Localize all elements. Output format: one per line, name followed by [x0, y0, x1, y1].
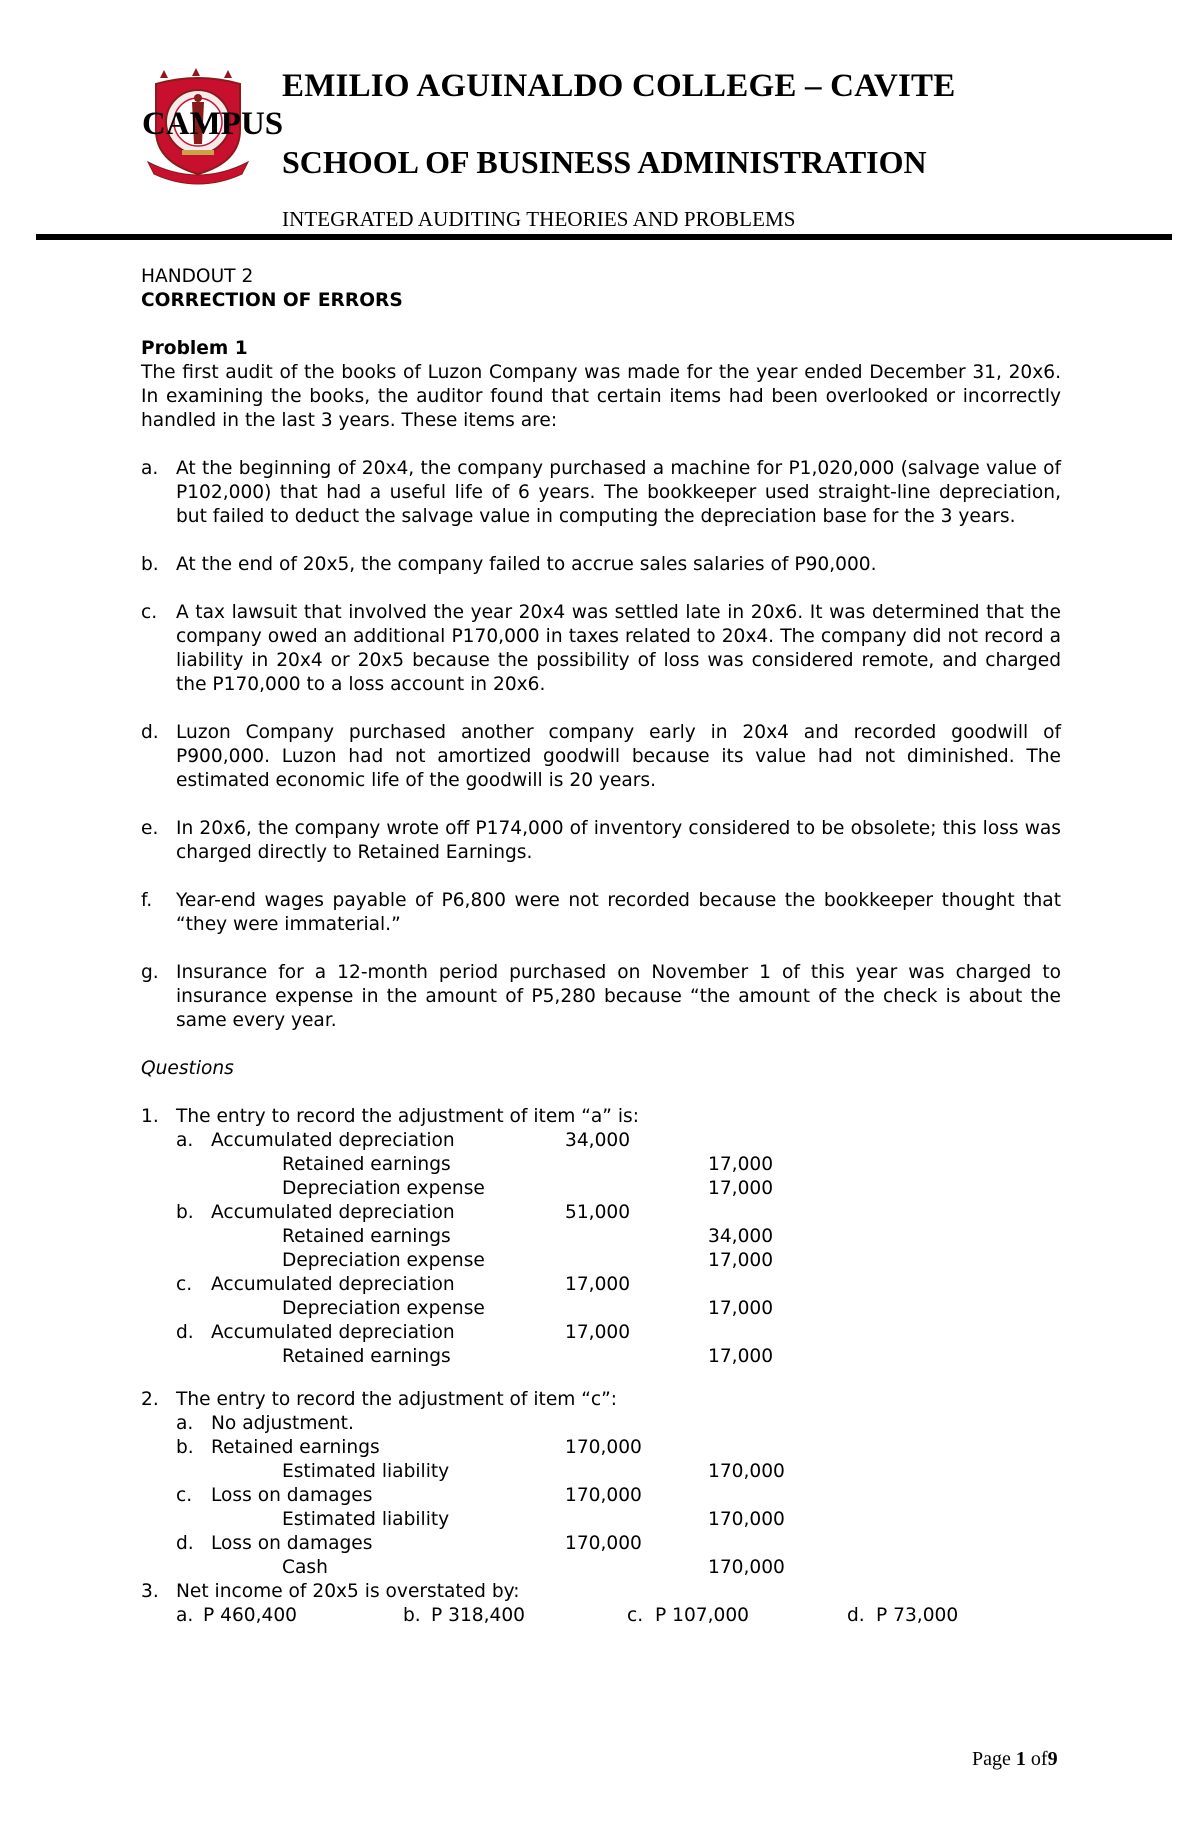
entry-account: Loss on damages: [211, 1485, 373, 1506]
entry-letter: c.: [176, 1485, 193, 1506]
list-item: [141, 961, 1061, 1033]
item-text: In 20x6, the company wrote off P174,000 of inventory considered to be obsolete; this loss was charged directly to Retained Earnings.: [176, 818, 1061, 863]
journal-entry-row: [141, 1249, 1061, 1273]
choice-value: P 460,400: [203, 1605, 298, 1626]
header-divider: [36, 234, 1172, 240]
item-text: At the beginning of 20x4, the company purchased a machine for P1,020,000 (salvage value of P102,000) that had a useful life of 6 years. The bookkeeper used straight-line depreciation, but failed to deduct the salvage value in computing the depreciation base for the 3 years.: [176, 458, 1061, 527]
journal-entry-row: [141, 1460, 1061, 1484]
entry-credit: 170,000: [708, 1557, 785, 1578]
entry-letter: c.: [176, 1274, 193, 1295]
entry-credit: 17,000: [708, 1250, 774, 1271]
page-total: 9: [1047, 1748, 1058, 1770]
entry-letter: a.: [176, 1413, 194, 1434]
entry-account: Depreciation expense: [282, 1250, 485, 1271]
question-1: [141, 1105, 1061, 1129]
journal-entry-row: [141, 1153, 1061, 1177]
questions-heading: Questions: [141, 1058, 234, 1079]
entry-account: Retained earnings: [282, 1346, 451, 1367]
entry-debit: 170,000: [565, 1533, 642, 1554]
question-1-entries: [141, 1129, 1061, 1369]
problem-intro: The first audit of the books of Luzon Company was made for the year ended December 31, 20x6. In examining the books, the auditor found that certain items had been overlooked or incorrectly handled in the last 3 years. These items are:: [141, 362, 1061, 431]
journal-entry-row: [141, 1273, 1061, 1297]
journal-entry-row: [141, 1484, 1061, 1508]
entry-account: Accumulated depreciation: [211, 1202, 455, 1223]
entry-credit: 17,000: [708, 1346, 774, 1367]
choice-value: P 318,400: [431, 1605, 526, 1626]
entry-debit: 17,000: [565, 1322, 631, 1343]
journal-entry-row: [141, 1177, 1061, 1201]
entry-account: No adjustment.: [211, 1413, 354, 1434]
entry-account: Accumulated depreciation: [211, 1274, 455, 1295]
entry-debit: 170,000: [565, 1437, 642, 1458]
entry-credit: 170,000: [708, 1461, 785, 1482]
entry-account: Retained earnings: [282, 1154, 451, 1175]
question-number: 3.: [141, 1581, 159, 1602]
question-text: Net income of 20x5 is overstated by:: [176, 1581, 520, 1602]
entry-credit: 17,000: [708, 1298, 774, 1319]
college-name: EMILIO AGUINALDO COLLEGE – CAVITE: [282, 68, 956, 104]
entry-letter: b.: [176, 1437, 194, 1458]
entry-letter: b.: [176, 1202, 194, 1223]
problem-items-list: [141, 457, 1061, 1033]
item-text: Year-end wages payable of P6,800 were not recorded because the bookkeeper thought that “they were immaterial.”: [176, 890, 1061, 935]
journal-entry-row: [141, 1436, 1061, 1460]
question-number: 2.: [141, 1389, 159, 1410]
entry-account: Depreciation expense: [282, 1298, 485, 1319]
handout-title: CORRECTION OF ERRORS: [141, 290, 403, 311]
page-word: Page: [972, 1748, 1011, 1770]
question-2-entries: [141, 1412, 1061, 1580]
entry-credit: 17,000: [708, 1154, 774, 1175]
question-text: The entry to record the adjustment of item “c”:: [176, 1389, 618, 1410]
item-text: A tax lawsuit that involved the year 20x4 was settled late in 20x6. It was determined that the company owed an additional P170,000 in taxes related to 20x4. The company did not record a liability in 20x4 or 20x5 because the possibility of loss was considered remote, and charged the P170,000 to a loss account in 20x6.: [176, 602, 1061, 695]
school-name: SCHOOL OF BUSINESS ADMINISTRATION: [282, 144, 927, 180]
entry-account: Cash: [282, 1557, 328, 1578]
journal-entry-row: [141, 1321, 1061, 1345]
item-label: a.: [141, 458, 159, 479]
page-current: 1: [1015, 1748, 1026, 1770]
item-text: At the end of 20x5, the company failed to accrue sales salaries of P90,000.: [176, 554, 877, 575]
of-word: of: [1030, 1748, 1048, 1770]
choice-letter: b.: [403, 1605, 421, 1626]
course-title: INTEGRATED AUDITING THEORIES AND PROBLEMS: [282, 207, 796, 231]
entry-letter: d.: [176, 1322, 194, 1343]
entry-credit: 17,000: [708, 1178, 774, 1199]
entry-account: Retained earnings: [211, 1437, 380, 1458]
handout-body: [141, 265, 1061, 1628]
item-label: f.: [141, 890, 153, 911]
entry-letter: d.: [176, 1533, 194, 1554]
entry-credit: 170,000: [708, 1509, 785, 1530]
handout-label: HANDOUT 2: [141, 266, 254, 287]
journal-entry-row: [141, 1345, 1061, 1369]
entry-credit: 34,000: [708, 1226, 774, 1247]
item-label: b.: [141, 554, 159, 575]
entry-account: Depreciation expense: [282, 1178, 485, 1199]
page-number-footer: [972, 1748, 1058, 1771]
journal-entry-row: [141, 1556, 1061, 1580]
journal-entry-row: [141, 1225, 1061, 1249]
entry-account: Estimated liability: [282, 1461, 450, 1482]
choice-value: P 107,000: [655, 1605, 750, 1626]
entry-debit: 17,000: [565, 1274, 631, 1295]
journal-entry-row: [141, 1508, 1061, 1532]
list-item: [141, 601, 1061, 697]
journal-entry-row: [141, 1201, 1061, 1225]
campus-label: CAMPUS: [142, 106, 284, 142]
entry-account: Retained earnings: [282, 1226, 451, 1247]
question-3: [141, 1580, 1061, 1604]
journal-entry-row: [141, 1412, 1061, 1436]
entry-account: Accumulated depreciation: [211, 1130, 455, 1151]
entry-debit: 170,000: [565, 1485, 642, 1506]
item-text: Luzon Company purchased another company early in 20x4 and recorded goodwill of P900,000. Luzon had not amortized goodwill because its value had not diminished. The estimated economic life of the goodwill is 20 years.: [176, 722, 1061, 791]
entry-debit: 34,000: [565, 1130, 631, 1151]
item-label: g.: [141, 962, 159, 983]
question-number: 1.: [141, 1106, 159, 1127]
entry-account: Accumulated depreciation: [211, 1322, 455, 1343]
list-item: [141, 457, 1061, 529]
question-3-choices: [141, 1604, 1061, 1628]
item-text: Insurance for a 12-month period purchased on November 1 of this year was charged to insurance expense in the amount of P5,280 because “the amount of the check is about the same every year.: [176, 962, 1061, 1031]
choice-value: P 73,000: [876, 1605, 959, 1626]
choice-letter: d.: [847, 1605, 865, 1626]
entry-debit: 51,000: [565, 1202, 631, 1223]
choice-letter: c.: [627, 1605, 644, 1626]
list-item: [141, 721, 1061, 793]
list-item: [141, 889, 1061, 937]
question-2: [141, 1388, 1061, 1412]
item-label: c.: [141, 602, 158, 623]
list-item: [141, 553, 1061, 577]
list-item: [141, 817, 1061, 865]
entry-account: Loss on damages: [211, 1533, 373, 1554]
item-label: d.: [141, 722, 159, 743]
item-label: e.: [141, 818, 159, 839]
journal-entry-row: [141, 1532, 1061, 1556]
choice-letter: a.: [176, 1605, 194, 1626]
entry-account: Estimated liability: [282, 1509, 450, 1530]
journal-entry-row: [141, 1129, 1061, 1153]
entry-letter: a.: [176, 1130, 194, 1151]
problem-heading: Problem 1: [141, 338, 248, 359]
journal-entry-row: [141, 1297, 1061, 1321]
question-text: The entry to record the adjustment of item “a” is:: [176, 1106, 639, 1127]
